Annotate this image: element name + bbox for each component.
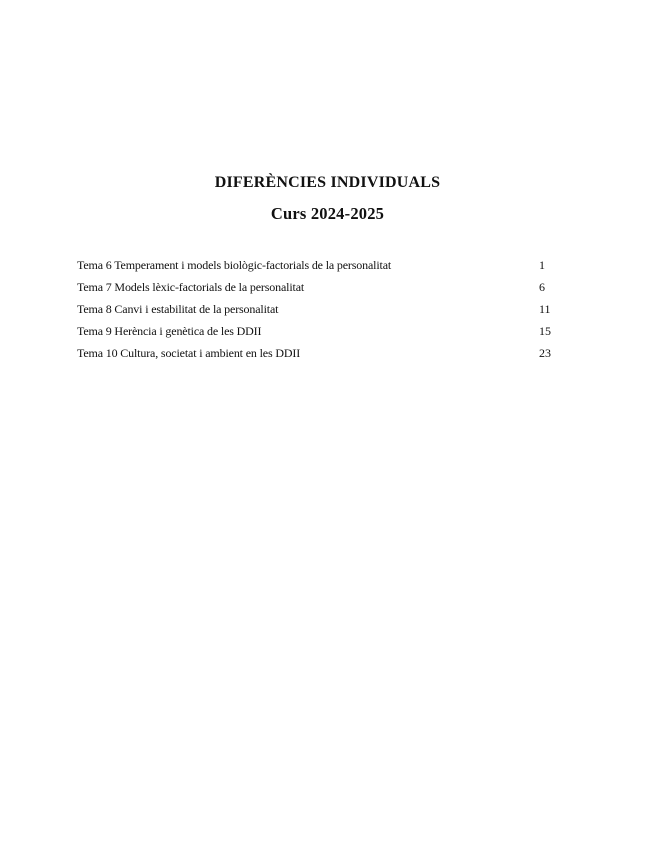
toc-entry-label: Tema 8 Canvi i estabilitat de la personalitat	[77, 302, 279, 316]
toc-entry-tema-6[interactable]	[77, 256, 557, 278]
toc-entry-label: Tema 9 Herència i genètica de les DDII	[77, 324, 262, 338]
toc-entry-tema-7[interactable]	[77, 278, 557, 300]
document-title: DIFERÈNCIES INDIVIDUALS	[214, 174, 441, 191]
toc-entry-label: Tema 6 Temperament i models biològic-factorials de la personalitat	[77, 258, 392, 272]
toc-entry-page: 15	[539, 324, 551, 338]
toc-entry-page: 23	[539, 346, 551, 360]
table-of-contents	[77, 256, 557, 366]
toc-entry-label: Tema 10 Cultura, societat i ambient en les DDII	[77, 346, 301, 360]
toc-entry-page: 11	[539, 302, 551, 316]
document-subtitle: Curs 2024-2025	[270, 204, 385, 223]
toc-entry-label: Tema 7 Models lèxic-factorials de la personalitat	[77, 280, 305, 294]
toc-entry-tema-8[interactable]	[77, 300, 557, 322]
toc-entry-page: 1	[539, 258, 545, 272]
toc-entry-tema-9[interactable]	[77, 322, 557, 344]
toc-entry-page: 6	[539, 280, 545, 294]
toc-entry-tema-10[interactable]	[77, 344, 557, 366]
